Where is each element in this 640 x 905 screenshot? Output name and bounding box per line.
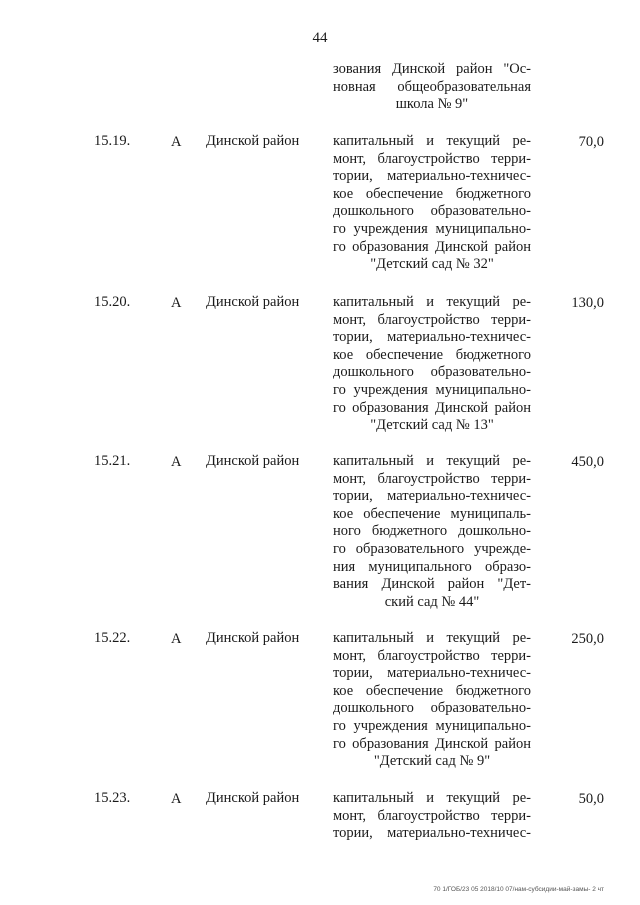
row-number: 15.23. xyxy=(94,790,131,806)
desc-line: кое обеспечение бюджетного xyxy=(333,185,531,202)
desc-line: го образования Динской район xyxy=(333,399,531,416)
desc-line: вания Динской район "Дет- xyxy=(333,576,531,593)
desc-line: школа № 9" xyxy=(395,96,469,113)
row-district: Динской район xyxy=(206,294,300,310)
desc-line: тории, материально-техничес- xyxy=(333,168,531,185)
desc-line: монт, благоустройство терри- xyxy=(333,150,531,167)
row-amount: 130,0 xyxy=(571,295,604,311)
desc-line: капитальный и текущий ре- xyxy=(333,453,531,469)
desc-line: монт, благоустройство терри- xyxy=(333,470,531,487)
desc-line: кое обеспечение муниципаль- xyxy=(333,505,531,522)
desc-line: новная общеобразовательная xyxy=(333,78,531,95)
row-district: Динской район xyxy=(206,630,300,646)
desc-line: тории, материально-техничес- xyxy=(333,825,531,842)
desc-line: зования Динской район "Ос- xyxy=(333,61,531,77)
desc-line: го учреждения муниципально- xyxy=(333,220,531,237)
continuation-description xyxy=(333,61,531,114)
desc-line: го учреждения муниципально- xyxy=(333,381,531,398)
desc-line: ский сад № 44" xyxy=(384,593,480,610)
row-category: А xyxy=(171,631,182,647)
row-description xyxy=(333,133,531,274)
desc-line: капитальный и текущий ре- xyxy=(333,294,531,310)
desc-line: "Детский сад № 32" xyxy=(370,256,494,273)
desc-line: капитальный и текущий ре- xyxy=(333,790,531,806)
row-description xyxy=(333,294,531,435)
row-amount: 70,0 xyxy=(578,134,604,150)
row-category: А xyxy=(171,454,182,470)
desc-line: го образования Динской район xyxy=(333,238,531,255)
desc-line: дошкольного образовательно- xyxy=(333,364,531,381)
desc-line: капитальный и текущий ре- xyxy=(333,133,531,149)
row-amount: 50,0 xyxy=(578,791,604,807)
desc-line: дошкольного образовательно- xyxy=(333,203,531,220)
row-category: А xyxy=(171,134,182,150)
desc-line: монт, благоустройство терри- xyxy=(333,807,531,824)
page-number: 44 xyxy=(312,30,328,46)
desc-line: тории, материально-техничес- xyxy=(333,665,531,682)
desc-line: ного бюджетного дошкольно- xyxy=(333,523,531,540)
desc-line: монт, благоустройство терри- xyxy=(333,647,531,664)
desc-line: капитальный и текущий ре- xyxy=(333,630,531,646)
desc-line: го образовательного учрежде- xyxy=(333,540,531,557)
desc-line: "Детский сад № 9" xyxy=(373,753,491,770)
desc-line: дошкольного образовательно- xyxy=(333,700,531,717)
desc-line: го учреждения муниципально- xyxy=(333,717,531,734)
desc-line: кое обеспечение бюджетного xyxy=(333,682,531,699)
row-description xyxy=(333,630,531,771)
row-number: 15.19. xyxy=(94,133,131,149)
desc-line: тории, материально-техничес- xyxy=(333,329,531,346)
row-description xyxy=(333,790,531,843)
row-description xyxy=(333,453,531,611)
desc-line: монт, благоустройство терри- xyxy=(333,311,531,328)
row-number: 15.20. xyxy=(94,294,131,310)
row-district: Динской район xyxy=(206,133,300,149)
row-category: А xyxy=(171,295,182,311)
desc-line: го образования Динской район xyxy=(333,735,531,752)
row-number: 15.21. xyxy=(94,453,131,469)
row-number: 15.22. xyxy=(94,630,131,646)
desc-line: ния муниципального образо- xyxy=(333,558,531,575)
row-district: Динской район xyxy=(206,453,300,469)
row-amount: 450,0 xyxy=(571,454,604,470)
row-category: А xyxy=(171,791,182,807)
row-amount: 250,0 xyxy=(571,631,604,647)
desc-line: "Детский сад № 13" xyxy=(370,417,494,434)
desc-line: кое обеспечение бюджетного xyxy=(333,346,531,363)
footer-file-path: 70 1/ГОБ/23 05 2018/10 07/нам-субсидии-май-замы- 2 чт xyxy=(433,886,604,893)
desc-line: тории, материально-техничес- xyxy=(333,488,531,505)
row-district: Динской район xyxy=(206,790,300,806)
